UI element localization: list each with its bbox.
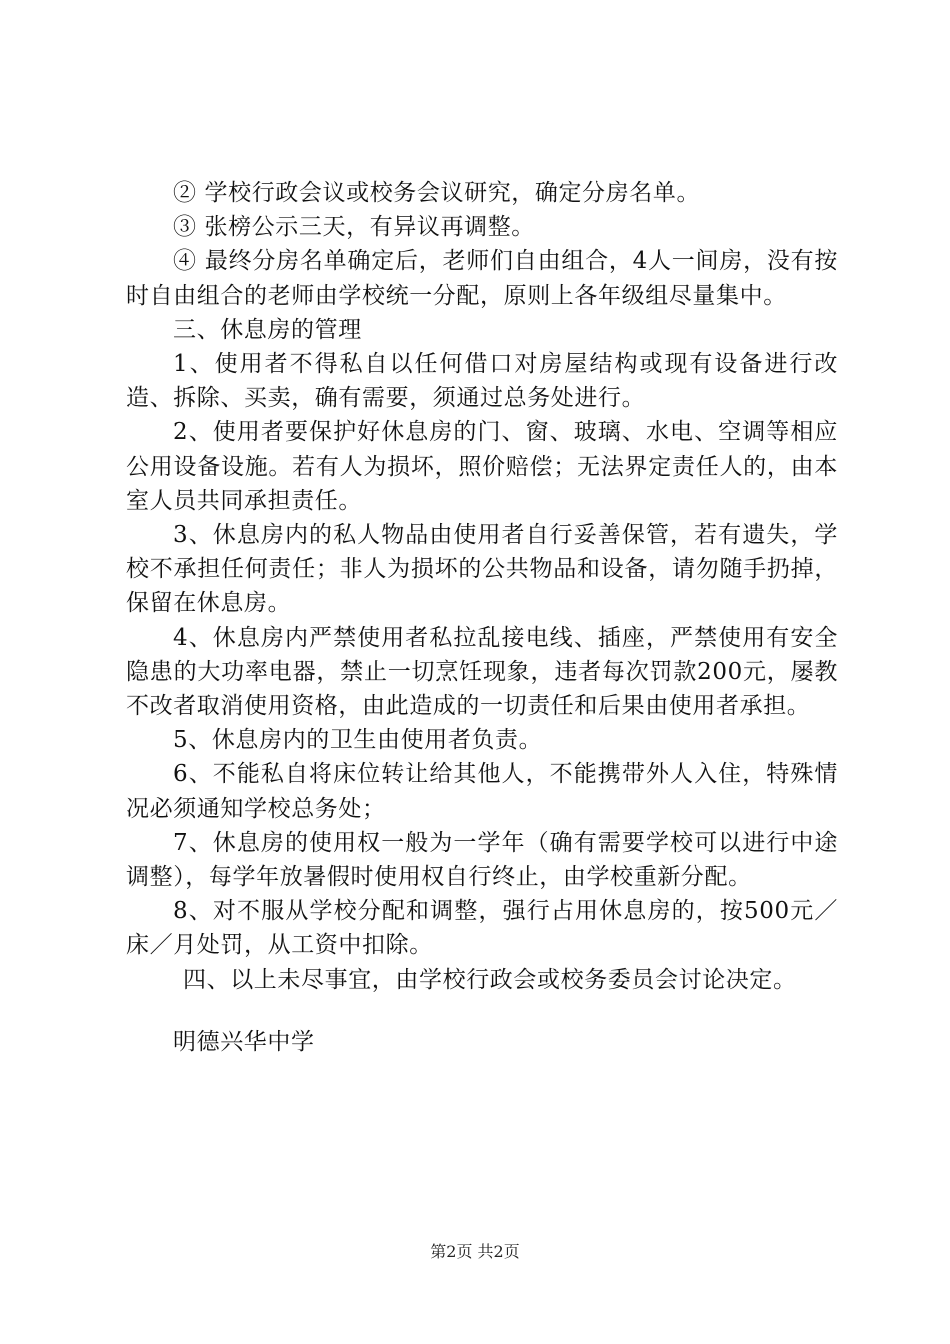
section-heading-other-matters: 四、以上未尽事宜，由学校行政会或校务委员会讨论决定。: [183, 966, 797, 993]
rule-item-7: 7、休息房的使用权一般为一学年（确有需要学校可以进行中途调整），每学年放暑假时使用权自行终止，由学校重新分配。: [126, 829, 838, 891]
rule-item-5: 5、休息房内的卫生由使用者负责。: [173, 727, 543, 754]
page-footer: 第2页 共2页: [430, 1242, 520, 1261]
paragraph-step-4: ④ 最终分房名单确定后，老师们自由组合，4人一间房，没有按时自由组合的老师由学校统一分配，原则上各年级组尽量集中。: [126, 248, 838, 309]
rule-item-2: 2、使用者要保护好休息房的门、窗、玻璃、水电、空调等相应公用设备设施。若有人为损坏，照价赔偿；无法界定责任人的，由本室人员共同承担责任。: [126, 419, 838, 514]
rule-item-1: 1、使用者不得私自以任何借口对房屋结构或现有设备进行改造、拆除、买卖，确有需要，须通过总务处进行。: [126, 351, 838, 412]
rule-item-6: 6、不能私自将床位转让给其他人，不能携带外人入住，特殊情况必须通知学校总务处；: [126, 761, 838, 822]
paragraph-step-2: ② 学校行政会议或校务会议研究，确定分房名单。: [173, 180, 701, 206]
section-heading-management: 三、休息房的管理: [173, 316, 362, 343]
rule-item-8: 8、对不服从学校分配和调整，强行占用休息房的，按500元／床／月处罚，从工资中扣除。: [126, 898, 838, 959]
rule-item-4: 4、休息房内严禁使用者私拉乱接电线、插座，严禁使用有安全隐患的大功率电器，禁止一切烹饪现象，违者每次罚款200元，屡教不改者取消使用资格，由此造成的一切责任和后果由使用者承担。: [126, 624, 838, 720]
document-body: [126, 176, 838, 997]
paragraph-step-3: ③ 张榜公示三天，有异议再调整。: [173, 214, 535, 241]
rule-item-3: 3、休息房内的私人物品由使用者自行妥善保管，若有遗失，学校不承担任何责任；非人为损坏的公共物品和设备，请勿随手扔掉，保留在休息房。: [126, 522, 838, 617]
signature-school-name: 明德兴华中学: [173, 1029, 315, 1055]
